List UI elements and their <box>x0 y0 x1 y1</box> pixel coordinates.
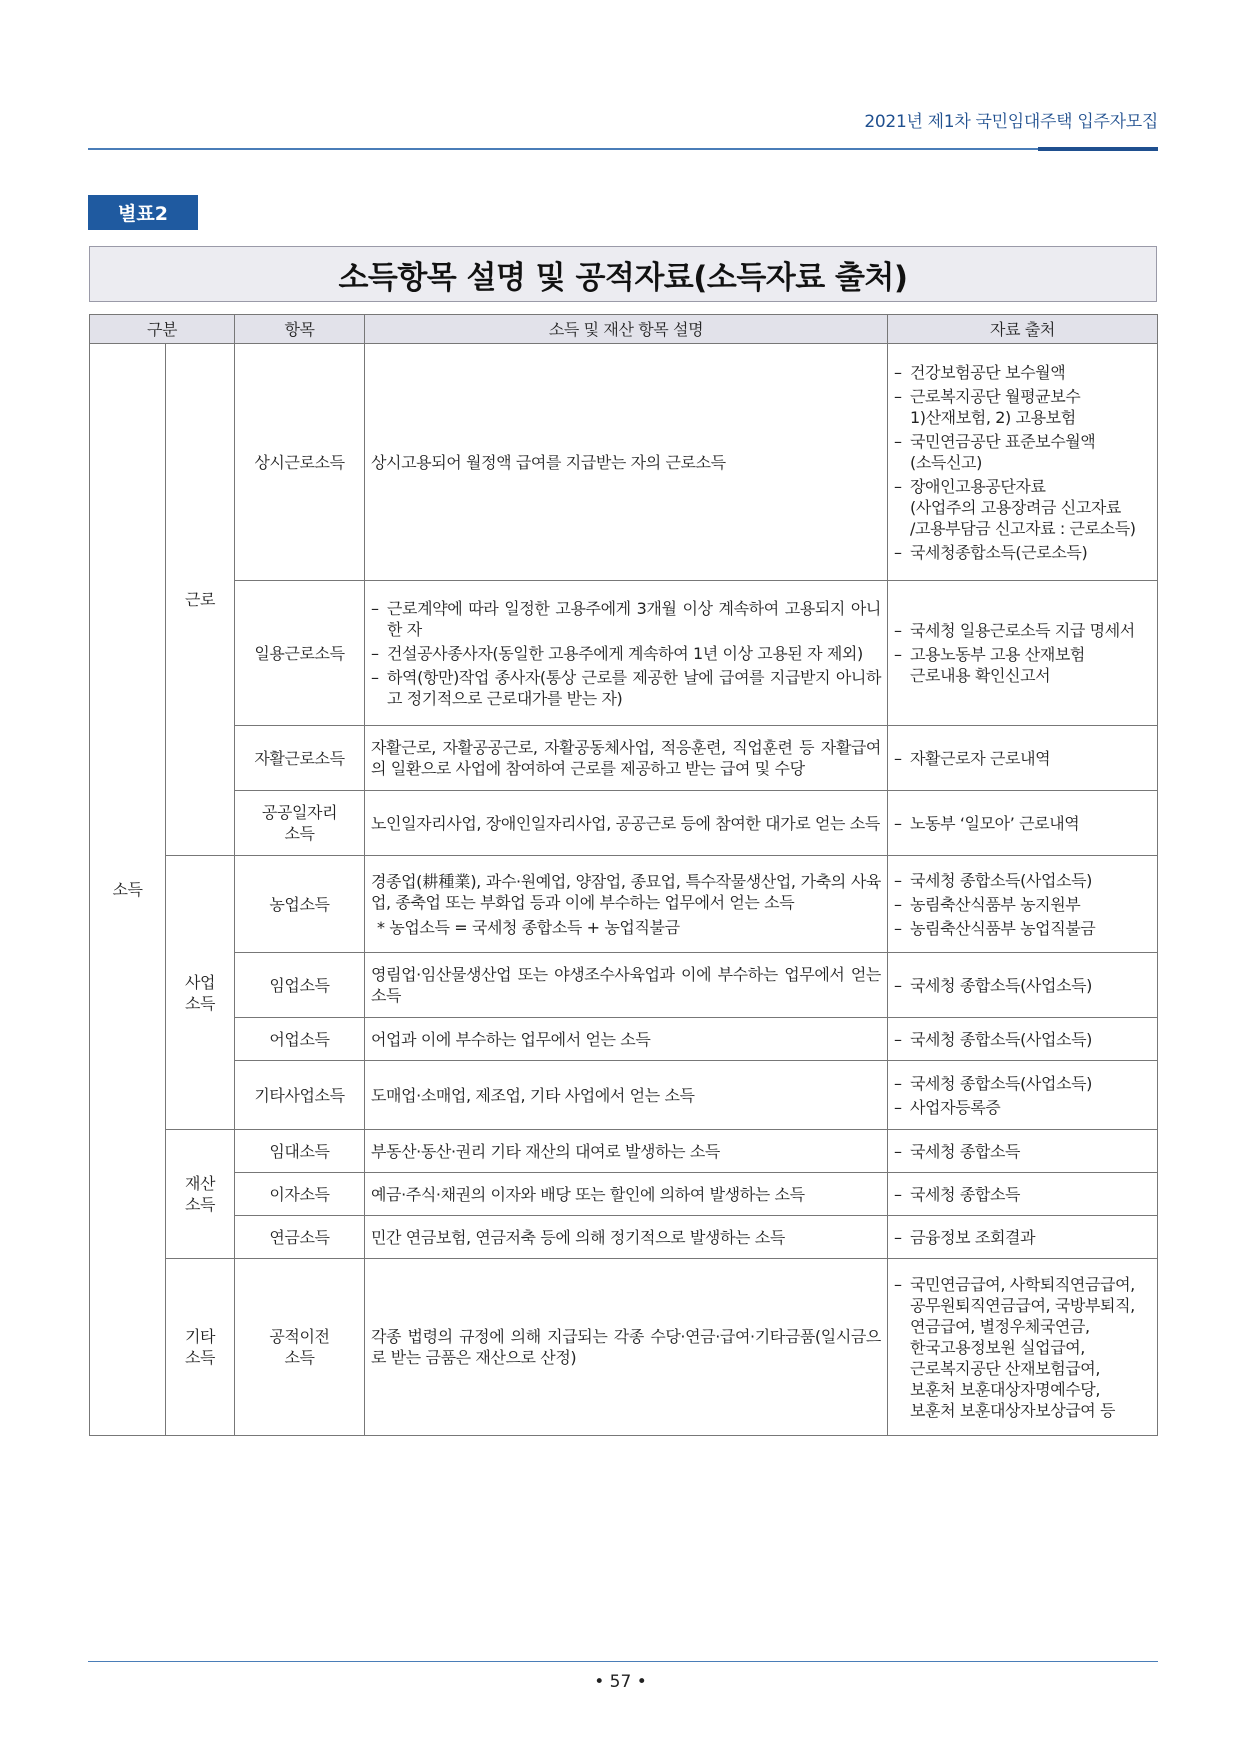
desc-text: 경종업(耕種業), 과수·원예업, 양잠업, 종묘업, 특수작물생산업, 가축의 사육업, 종축업 또는 부화업 등과 이에 부수하는 업무에서 얻는 소득 <box>371 871 881 912</box>
table-row <box>90 1061 1158 1130</box>
header-description: 소득 및 재산 항목 설명 <box>365 315 888 344</box>
table-row <box>90 344 1158 581</box>
desc-other-business: 도매업·소매업, 제조업, 기타 사업에서 얻는 소득 <box>365 1061 888 1130</box>
item-public-transfer: 공적이전 소득 <box>235 1259 365 1436</box>
source-item: – 건강보험공단 보수월액 <box>894 362 1151 383</box>
footer-rule <box>88 1661 1158 1662</box>
source-interest <box>888 1173 1158 1216</box>
header-rule <box>88 148 1158 150</box>
source-rental <box>888 1130 1158 1173</box>
desc-regular-labor: 상시고용되어 월정액 급여를 지급받는 자의 근로소득 <box>365 344 888 581</box>
desc-public-transfer: 각종 법령의 규정에 의해 지급되는 각종 수당·연금·급여·기타금품(일시금으로 받는 금품은 재산으로 산정) <box>365 1259 888 1436</box>
running-header-title: 2021년 제1차 국민임대주택 입주자모집 <box>864 112 1158 132</box>
table-row <box>90 791 1158 856</box>
item-regular-labor: 상시근로소득 <box>235 344 365 581</box>
table-row <box>90 1259 1158 1436</box>
source-item: – 국세청 일용근로소득 지급 명세서 <box>894 620 1151 641</box>
document-title: 소득항목 설명 및 공적자료(소득자료 출처) <box>89 246 1157 302</box>
source-item: – 국세청 종합소득(사업소득) <box>894 975 1151 996</box>
desc-rental: 부동산·동산·권리 기타 재산의 대여로 발생하는 소득 <box>365 1130 888 1173</box>
item-other-business: 기타사업소득 <box>235 1061 365 1130</box>
desc-self-support-labor: 자활근로, 자활공공근로, 자활공동체사업, 적응훈련, 직업훈련 등 자활급여의 일환으로 사업에 참여하여 근로를 제공하고 받는 급여 및 수당 <box>365 726 888 791</box>
desc-note: * 농업소득 = 국세청 종합소득 + 농업직불금 <box>377 917 680 937</box>
table-row <box>90 1173 1158 1216</box>
table-row <box>90 581 1158 726</box>
item-pension: 연금소득 <box>235 1216 365 1259</box>
desc-fishery: 어업과 이에 부수하는 업무에서 얻는 소득 <box>365 1018 888 1061</box>
desc-interest: 예금·주식·채권의 이자와 배당 또는 할인에 의하여 발생하는 소득 <box>365 1173 888 1216</box>
source-item: – 국세청 종합소득(사업소득) <box>894 870 1151 891</box>
source-item: – 국세청종합소득(근로소득) <box>894 542 1151 563</box>
header-item: 항목 <box>235 315 365 344</box>
table-row <box>90 1018 1158 1061</box>
group-business: 사업 소득 <box>166 856 235 1130</box>
source-item: – 국세청 종합소득(사업소득) <box>894 1029 1151 1050</box>
item-public-job: 공공일자리 소득 <box>235 791 365 856</box>
item-self-support-labor: 자활근로소득 <box>235 726 365 791</box>
table-row <box>90 1216 1158 1259</box>
source-item: – 노동부 ‘일모아’ 근로내역 <box>894 813 1151 834</box>
header-source: 자료 출처 <box>888 315 1158 344</box>
group-other: 기타 소득 <box>166 1259 235 1436</box>
item-interest: 이자소득 <box>235 1173 365 1216</box>
header-rule-accent <box>1038 147 1158 151</box>
desc-daily-labor <box>365 581 888 726</box>
desc-forestry: 영림업·임산물생산업 또는 야생조수사육업과 이에 부수하는 업무에서 얻는 소득 <box>365 953 888 1018</box>
table-row <box>90 953 1158 1018</box>
source-item: – 국세청 종합소득 <box>894 1184 1151 1205</box>
desc-public-job: 노인일자리사업, 장애인일자리사업, 공공근로 등에 참여한 대가로 얻는 소득 <box>365 791 888 856</box>
source-item: – 농림축산식품부 농업직불금 <box>894 918 1151 939</box>
table-row <box>90 1130 1158 1173</box>
source-farm <box>888 856 1158 953</box>
item-forestry: 임업소득 <box>235 953 365 1018</box>
desc-item: – 하역(항만)작업 종사자(통상 근로를 제공한 날에 급여를 지급받지 아니하고 정기적으로 근로대가를 받는 자) <box>371 667 881 709</box>
source-public-transfer <box>888 1259 1158 1436</box>
source-other-business <box>888 1061 1158 1130</box>
item-fishery: 어업소득 <box>235 1018 365 1061</box>
source-pension <box>888 1216 1158 1259</box>
appendix-tag: 별표2 <box>88 195 198 230</box>
source-self-support-labor <box>888 726 1158 791</box>
desc-item: – 건설공사종사자(동일한 고용주에게 계속하여 1년 이상 고용된 자 제외) <box>371 643 881 664</box>
desc-farm <box>365 856 888 953</box>
source-item: – 장애인고용공단자료 (사업주의 고용장려금 신고자료 /고용부담금 신고자료 : 근로소득) <box>894 476 1151 539</box>
source-item: – 고용노동부 고용 산재보험 근로내용 확인신고서 <box>894 644 1151 686</box>
source-fishery <box>888 1018 1158 1061</box>
source-item: – 자활근로자 근로내역 <box>894 748 1151 769</box>
source-item: – 사업자등록증 <box>894 1097 1151 1118</box>
item-farm: 농업소득 <box>235 856 365 953</box>
table-row <box>90 856 1158 953</box>
category-income: 소득 <box>90 344 166 1436</box>
source-regular-labor <box>888 344 1158 581</box>
source-item: – 국민연금급여, 사학퇴직연금급여, 공무원퇴직연금급여, 국방부퇴직, 연금급여, 별정우체국연금, 한국고용정보원 실업급여, 근로복지공단 산재보험급여, 보훈처 보훈대상자명예수당, 보훈처 보훈대상자보상급여 등 <box>894 1274 1151 1421</box>
source-item: – 금융정보 조회결과 <box>894 1227 1151 1248</box>
source-daily-labor <box>888 581 1158 726</box>
table-row <box>90 726 1158 791</box>
item-rental: 임대소득 <box>235 1130 365 1173</box>
source-forestry <box>888 953 1158 1018</box>
item-daily-labor: 일용근로소득 <box>235 581 365 726</box>
source-item: – 근로복지공단 월평균보수 1)산재보험, 2) 고용보험 <box>894 386 1151 428</box>
source-item: – 국세청 종합소득(사업소득) <box>894 1073 1151 1094</box>
header-category: 구분 <box>90 315 235 344</box>
group-labor: 근로 <box>166 344 235 856</box>
source-public-job <box>888 791 1158 856</box>
source-item: – 국세청 종합소득 <box>894 1141 1151 1162</box>
group-property: 재산 소득 <box>166 1130 235 1259</box>
source-item: – 국민연금공단 표준보수월액 (소득신고) <box>894 431 1151 473</box>
table-header-row <box>90 315 1158 344</box>
page-number: • 57 • <box>594 1672 647 1692</box>
income-items-table <box>89 314 1158 1436</box>
desc-item: – 근로계약에 따라 일정한 고용주에게 3개월 이상 계속하여 고용되지 아니한 자 <box>371 598 881 640</box>
source-item: – 농림축산식품부 농지원부 <box>894 894 1151 915</box>
desc-pension: 민간 연금보험, 연금저축 등에 의해 정기적으로 발생하는 소득 <box>365 1216 888 1259</box>
